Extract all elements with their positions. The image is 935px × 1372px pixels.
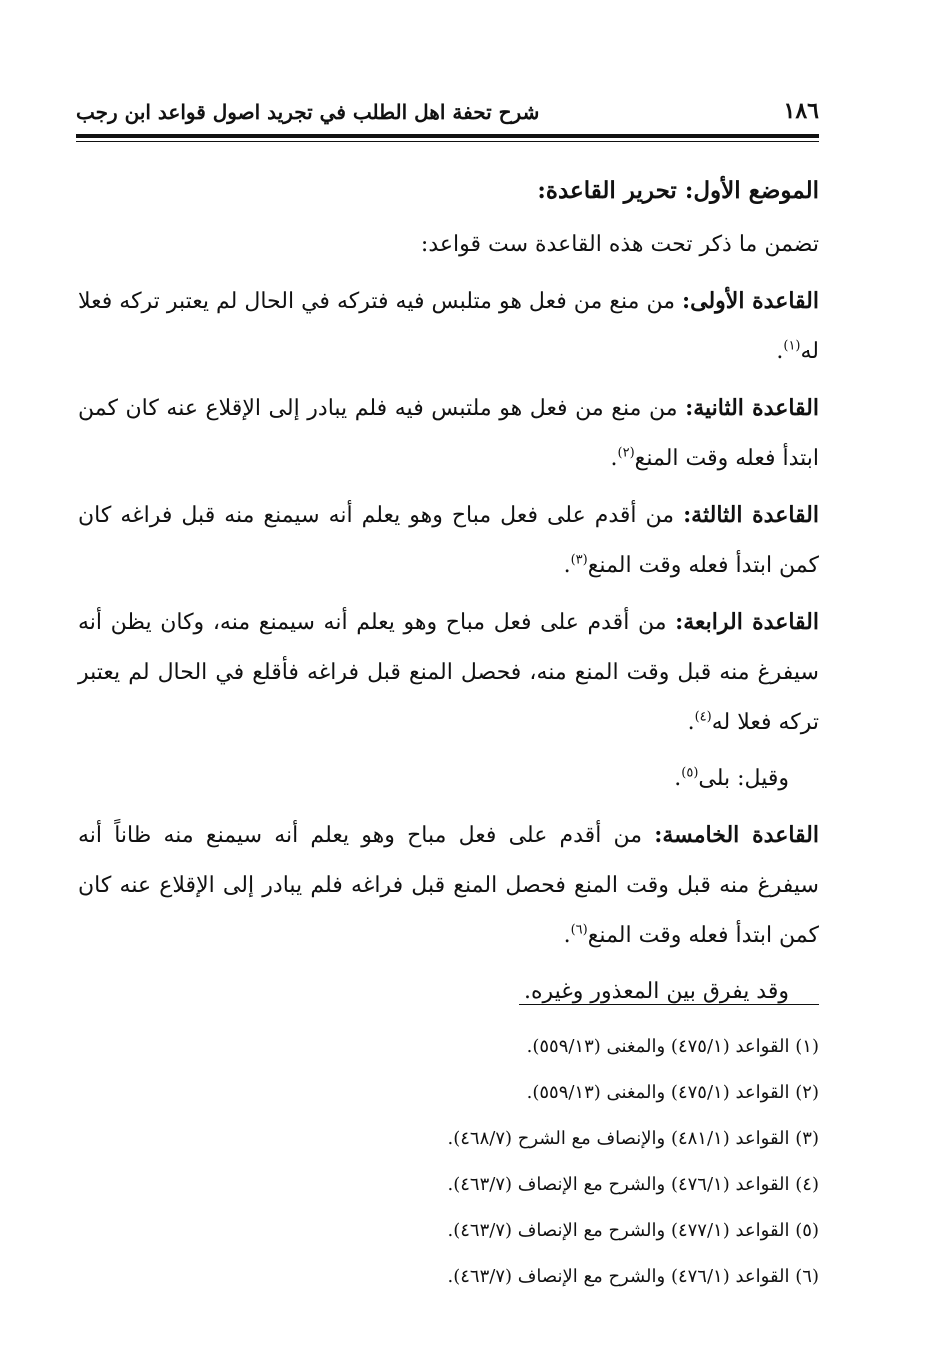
paragraph-end: . — [610, 446, 618, 471]
running-title: شرح تحفة اهل الطلب في تجريد اصول قواعد ابن رجب — [76, 100, 540, 124]
section-heading: الموضع الأول: تحرير القاعدة: — [537, 177, 819, 204]
paragraph-text: وقد يفرق بين المعذور وغيره. — [524, 979, 789, 1004]
page-header — [76, 92, 819, 132]
footnote-marker: (١) — [783, 338, 801, 354]
footnote-marker: (٥) — [681, 765, 699, 781]
page-number: ١٨٦ — [783, 98, 819, 124]
rule-5-paragraph — [78, 810, 819, 961]
footnote-1: (١) القواعد (٤٧٥/١) والمغنى (٥٥٩/١٣). — [526, 1036, 819, 1057]
paragraph-text: وقيل: بلى — [698, 766, 789, 791]
footnote-3: (٣) القواعد (٤٨١/١) والإنصاف مع الشرح (٤٦٨/٧). — [447, 1128, 819, 1149]
paragraph-text: من منع من فعل هو ملتبس فيه فلم يبادر إلى الإقلاع عنه كان كمن ابتدأ فعله وقت المنع — [78, 396, 819, 471]
rule-2-paragraph — [78, 383, 819, 484]
footnote-6: (٦) القواعد (٤٧٦/١) والشرح مع الإنصاف (٤٦٣/٧). — [447, 1266, 819, 1287]
rule-label: القاعدة الثانية: — [685, 395, 820, 421]
paragraph-text: من أقدم على فعل مباح وهو يعلم أنه سيمنع منه ظاناً أنه سيفرغ منه قبل وقت المنع فحصل المنع قبل فراغه فلم يبادر إلى الإقلاع عنه كان كمن ابتدأ فعله وقت المنع — [78, 823, 819, 948]
header-rule — [76, 134, 819, 138]
paragraph-end: . — [687, 710, 695, 735]
main-text — [78, 166, 819, 1023]
footnote-2: (٢) القواعد (٤٧٥/١) والمغنى (٥٥٩/١٣). — [526, 1082, 819, 1103]
header-rule-thin — [76, 141, 819, 142]
footnotes — [300, 1024, 819, 1300]
rule-1-paragraph — [78, 276, 819, 377]
footnote-marker: (٢) — [617, 445, 635, 461]
rule-label: القاعدة الخامسة: — [654, 822, 819, 848]
closing-paragraph — [78, 967, 819, 1017]
footnote-4: (٤) القواعد (٤٧٦/١) والشرح مع الإنصاف (٤٦٣/٧). — [447, 1174, 819, 1195]
footnote-separator — [519, 1004, 819, 1005]
paragraph-end: . — [563, 553, 571, 578]
rule-4-paragraph — [78, 597, 819, 748]
rule-label: القاعدة الرابعة: — [675, 609, 819, 635]
footnote-marker: (٦) — [570, 922, 588, 938]
paragraph-text: من أقدم على فعل مباح وهو يعلم أنه سيمنع منه، وكان يظن أنه سيفرغ منه قبل وقت المنع منه، فحصل المنع قبل فراغه فأقلع في الحال لم يعتبر تركه فعلا له — [78, 610, 819, 735]
footnote-marker: (٣) — [570, 552, 588, 568]
rule-label: القاعدة الأولى: — [682, 288, 819, 314]
paragraph-text: تضمن ما ذكر تحت هذه القاعدة ست قواعد: — [420, 232, 819, 257]
paragraph-end: . — [563, 923, 571, 948]
paragraph-text: من منع من فعل هو متلبس فيه فتركه في الحال لم يعتبر تركه فعلا له — [78, 289, 819, 364]
intro-paragraph — [78, 220, 819, 270]
alternative-view-paragraph — [78, 754, 819, 804]
rule-3-paragraph — [78, 490, 819, 591]
paragraph-text: من أقدم على فعل مباح وهو يعلم أنه سيمنع منه قبل فراغه كان كمن ابتدأ فعله وقت المنع — [78, 503, 819, 578]
rule-label: القاعدة الثالثة: — [683, 502, 819, 528]
paragraph-end: . — [674, 766, 682, 791]
footnote-5: (٥) القواعد (٤٧٧/١) والشرح مع الإنصاف (٤٦٣/٧). — [447, 1220, 819, 1241]
footnote-marker: (٤) — [694, 709, 712, 725]
paragraph-end: . — [776, 339, 784, 364]
